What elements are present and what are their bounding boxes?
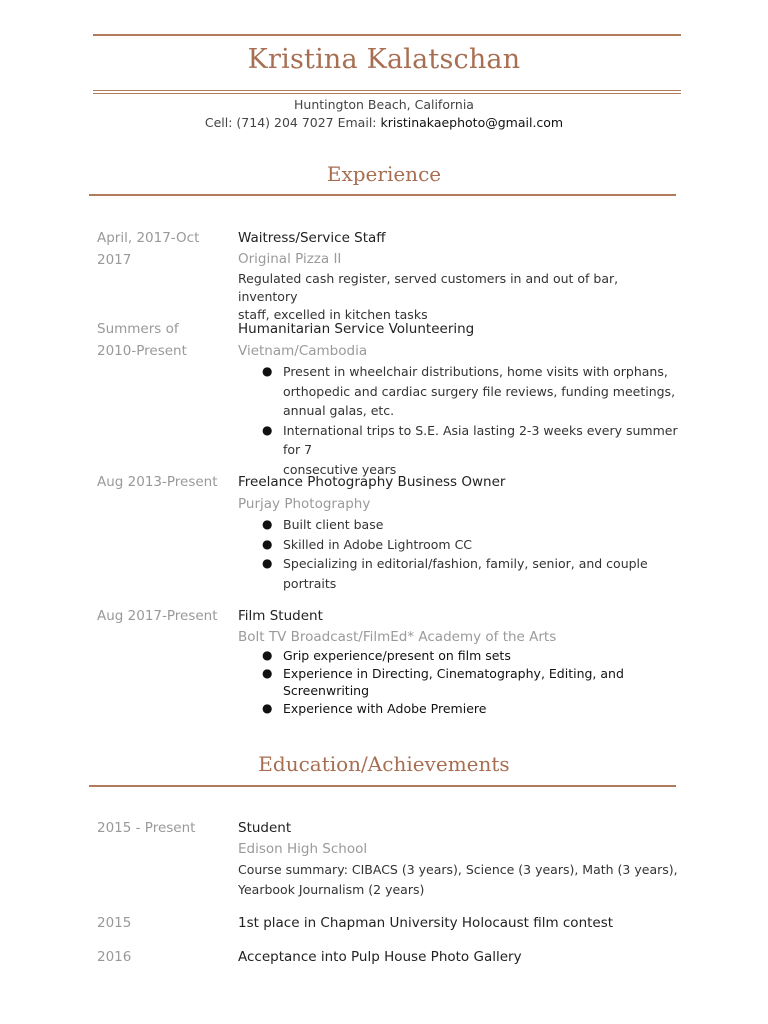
entry-bullet xyxy=(238,362,678,421)
education-rule xyxy=(89,785,676,787)
header-rule-top xyxy=(93,34,681,36)
experience-section-title: Experience xyxy=(326,162,442,186)
entry-bullet-line: Skilled in Adobe Lightroom CC xyxy=(283,536,473,552)
entry-title: Film Student xyxy=(238,608,323,624)
entry-description-line: Course summary: CIBACS (3 years), Science (3 years), Math (3 years), xyxy=(238,862,678,877)
entry-title: Freelance Photography Business Owner xyxy=(238,474,506,490)
contact-phone: Cell: (714) 204 7027 Email: xyxy=(204,115,381,130)
entry-title: 1st place in Chapman University Holocaust film contest xyxy=(238,915,614,931)
entry-description-line: Regulated cash register, served customers in and out of bar, inventory xyxy=(238,271,619,304)
entry-date-line: Aug 2013-Present xyxy=(97,474,218,490)
entry-organization: Bolt TV Broadcast/FilmEd* Academy of the Arts xyxy=(238,629,557,645)
entry-bullet-line: Experience with Adobe Premiere xyxy=(283,700,487,716)
entry-organization: Original Pizza II xyxy=(238,251,342,267)
entry-organization: Edison High School xyxy=(238,841,368,857)
entry-date xyxy=(97,318,232,362)
entry-content xyxy=(238,471,678,593)
entry-organization: Vietnam/Cambodia xyxy=(238,343,368,359)
entry-bullet-line: orthopedic and cardiac surgery file reviews, funding meetings, xyxy=(283,383,676,399)
entry-bullet xyxy=(238,515,678,535)
entry-content xyxy=(238,912,678,934)
entry-content xyxy=(238,227,678,324)
entry-content xyxy=(238,817,678,900)
bullet-dot-icon: ● xyxy=(262,556,273,570)
entry-bullet-list xyxy=(238,647,678,717)
entry-bullet xyxy=(238,700,678,718)
entry-content xyxy=(238,318,678,479)
entry-description-line: Yearbook Journalism (2 years) xyxy=(238,882,425,897)
entry-date: 2015 xyxy=(97,915,132,931)
entry-title: Acceptance into Pulp House Photo Gallery xyxy=(238,949,522,965)
bullet-dot-icon: ● xyxy=(262,700,273,715)
entry-date xyxy=(97,605,232,627)
entry-title: Student xyxy=(238,820,292,836)
bullet-dot-icon: ● xyxy=(262,517,273,531)
entry-bullet xyxy=(238,665,678,700)
entry-date-line: Summers of xyxy=(97,321,179,337)
entry-description xyxy=(238,270,678,324)
entry-description xyxy=(238,860,678,900)
education-section-title: Education/Achievements xyxy=(258,752,510,776)
entry-bullet-list xyxy=(238,362,678,479)
entry-bullet-line: annual galas, etc. xyxy=(283,403,395,418)
bullet-dot-icon: ● xyxy=(262,665,273,680)
entry-bullet-line: Built client base xyxy=(283,517,384,532)
entry-bullet-line: Grip experience/present on film sets xyxy=(283,648,511,663)
entry-title: Humanitarian Service Volunteering xyxy=(238,321,475,337)
contact-line xyxy=(0,115,768,130)
bullet-dot-icon: ● xyxy=(262,648,273,662)
entry-bullet-line: Experience in Directing, Cinematography, Editing, and xyxy=(283,665,624,681)
entry-bullet xyxy=(238,647,678,665)
entry-date xyxy=(97,471,232,493)
contact-email[interactable]: kristinakaephoto@gmail.com xyxy=(380,115,564,130)
entry-description-line: staff, excelled in kitchen tasks xyxy=(238,307,428,322)
entry-date: 2016 xyxy=(97,949,132,965)
entry-content xyxy=(238,946,678,968)
entry-bullet xyxy=(238,554,678,593)
entry-bullet-line: portraits xyxy=(283,575,337,591)
entry-bullet xyxy=(238,535,678,555)
entry-date-line: Aug 2017-Present xyxy=(97,608,218,624)
entry-bullet-line: Present in wheelchair distributions, home visits with orphans, xyxy=(283,364,668,379)
entry-date: 2015 - Present xyxy=(97,820,196,836)
entry-bullet-list xyxy=(238,515,678,593)
entry-content xyxy=(238,605,678,717)
resume-name: Kristina Kalatschan xyxy=(247,44,521,75)
entry-title: Waitress/Service Staff xyxy=(238,230,386,246)
entry-organization: Purjay Photography xyxy=(238,496,371,512)
entry-bullet-line: Specializing in editorial/fashion, family, senior, and couple xyxy=(283,556,648,571)
header-rule-bottom-1 xyxy=(93,90,681,91)
experience-rule xyxy=(89,194,676,196)
contact-location: Huntington Beach, California xyxy=(294,97,474,112)
entry-bullet-line: consecutive years xyxy=(283,461,397,477)
bullet-dot-icon: ● xyxy=(262,422,273,437)
bullet-dot-icon: ● xyxy=(262,364,273,378)
header-rule-bottom-2 xyxy=(93,93,681,94)
entry-date-line: 2010-Present xyxy=(97,343,187,359)
entry-bullet-line: Screenwriting xyxy=(283,683,370,698)
bullet-dot-icon: ● xyxy=(262,536,273,551)
entry-date xyxy=(97,227,232,271)
entry-date-line: April, 2017-Oct 2017 xyxy=(97,230,200,268)
entry-bullet-line: International trips to S.E. Asia lasting 2-3 weeks every summer for 7 xyxy=(283,422,678,457)
